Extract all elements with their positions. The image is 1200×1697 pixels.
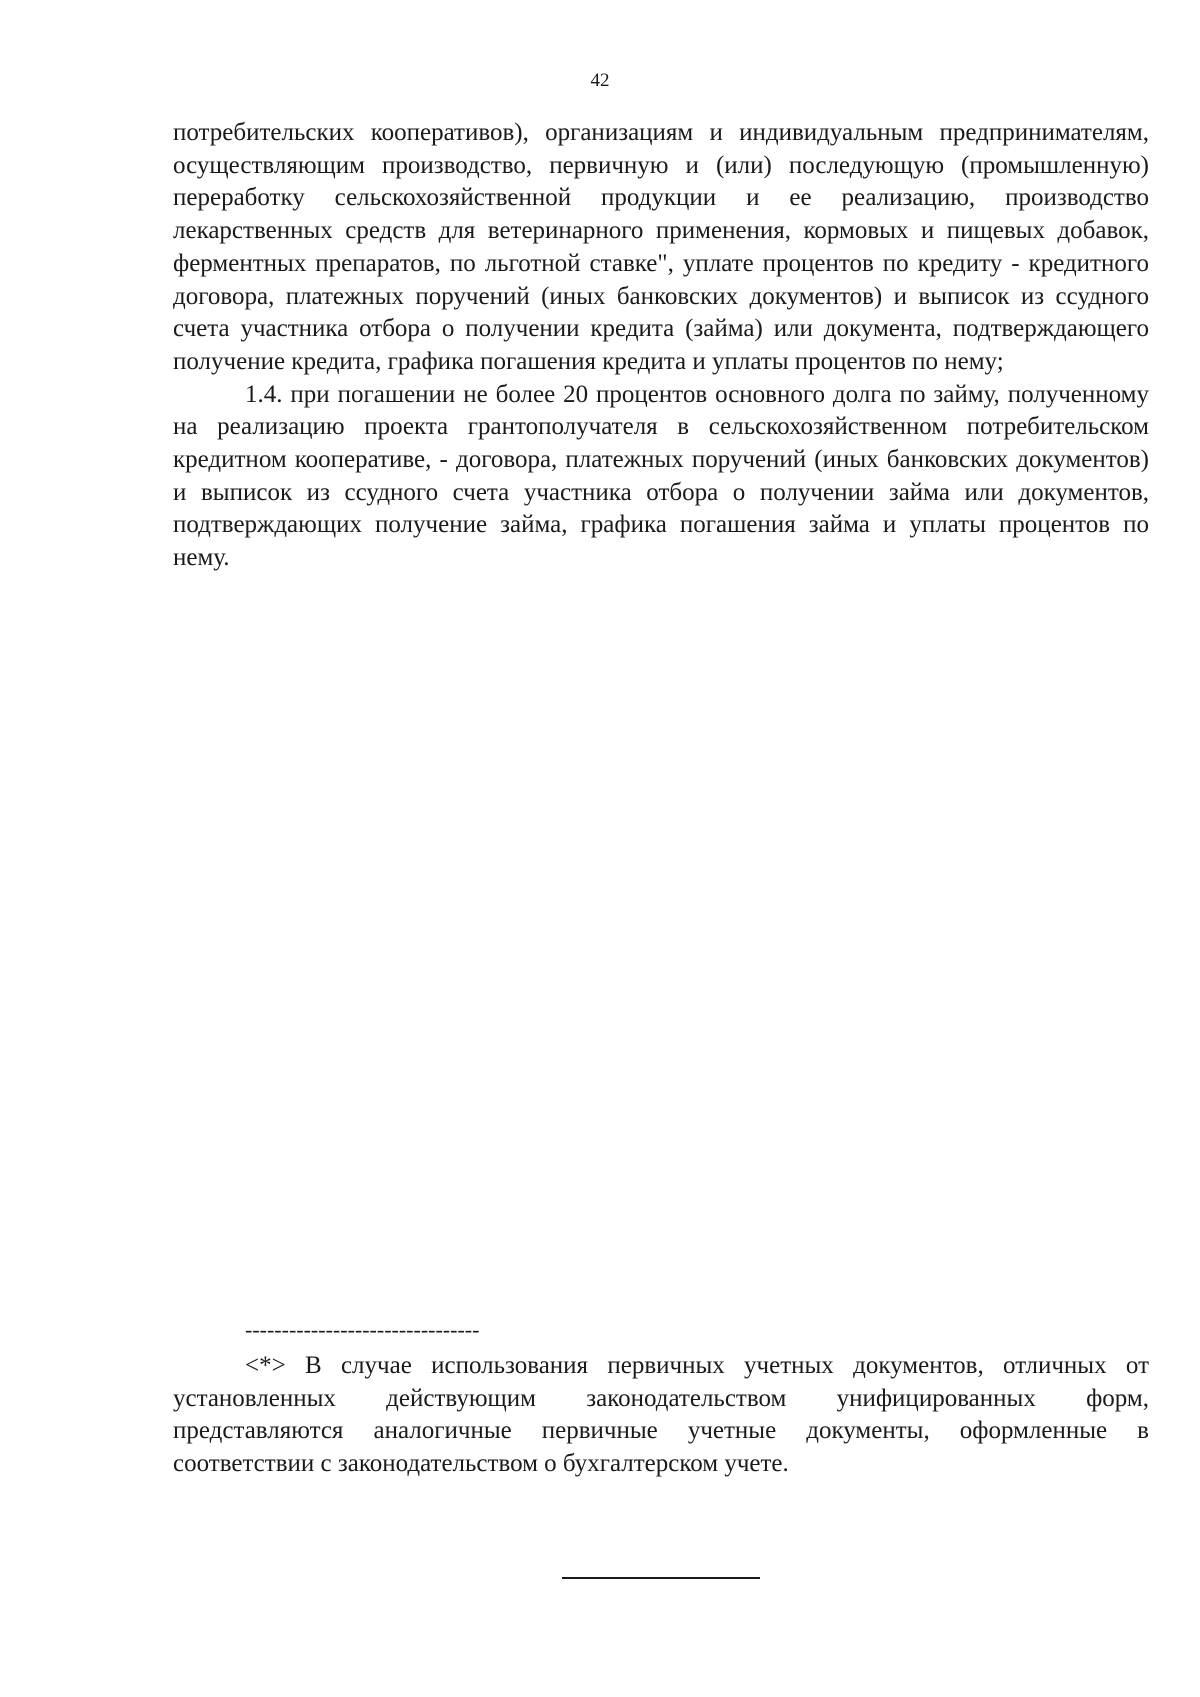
main-text bbox=[173, 117, 1149, 575]
footnote-separator: -------------------------------- bbox=[245, 1317, 480, 1342]
footnote bbox=[173, 1350, 1149, 1481]
paragraph-item-1-4: 1.4. при погашении не более 20 процентов основного долга по займу, полученному на реализацию проекта грантополучателя в сельскохозяйственном потребительском кредитном кооперативе, - договора, платежных поручений (иных банковских документов) и выписок из ссудного счета участника отбора о получении займа или документов, подтверждающих получение займа, графика погашения займа и уплаты процентов по нему. bbox=[173, 380, 1149, 572]
footnote-text: <*> В случае использования первичных учетных документов, отличных от установленных действующим законодательством унифицированных форм, представляются аналогичные первичные учетные документы, оформленные в соответствии с законодательством о бухгалтерском учете. bbox=[173, 1352, 1149, 1478]
page-number: 42 bbox=[590, 70, 610, 91]
end-of-document-rule bbox=[562, 1577, 760, 1579]
paragraph-continuation: потребительских кооперативов), организациям и индивидуальным предпринимателям, осуществляющим производство, первичную и (или) последующую (промышленную) переработку сельскохозяйственной продукции и ее реализацию, производство лекарственных средств для ветеринарного применения, кормовых и пищевых добавок, ферментных препаратов, по льготной ставке", уплате процентов по кредиту - кредитного договора, платежных поручений (иных банковских документов) и выписок из ссудного счета участника отбора о получении кредита (займа) или документа, подтверждающего получение кредита, графика погашения кредита и уплаты процентов по нему; bbox=[173, 119, 1149, 375]
